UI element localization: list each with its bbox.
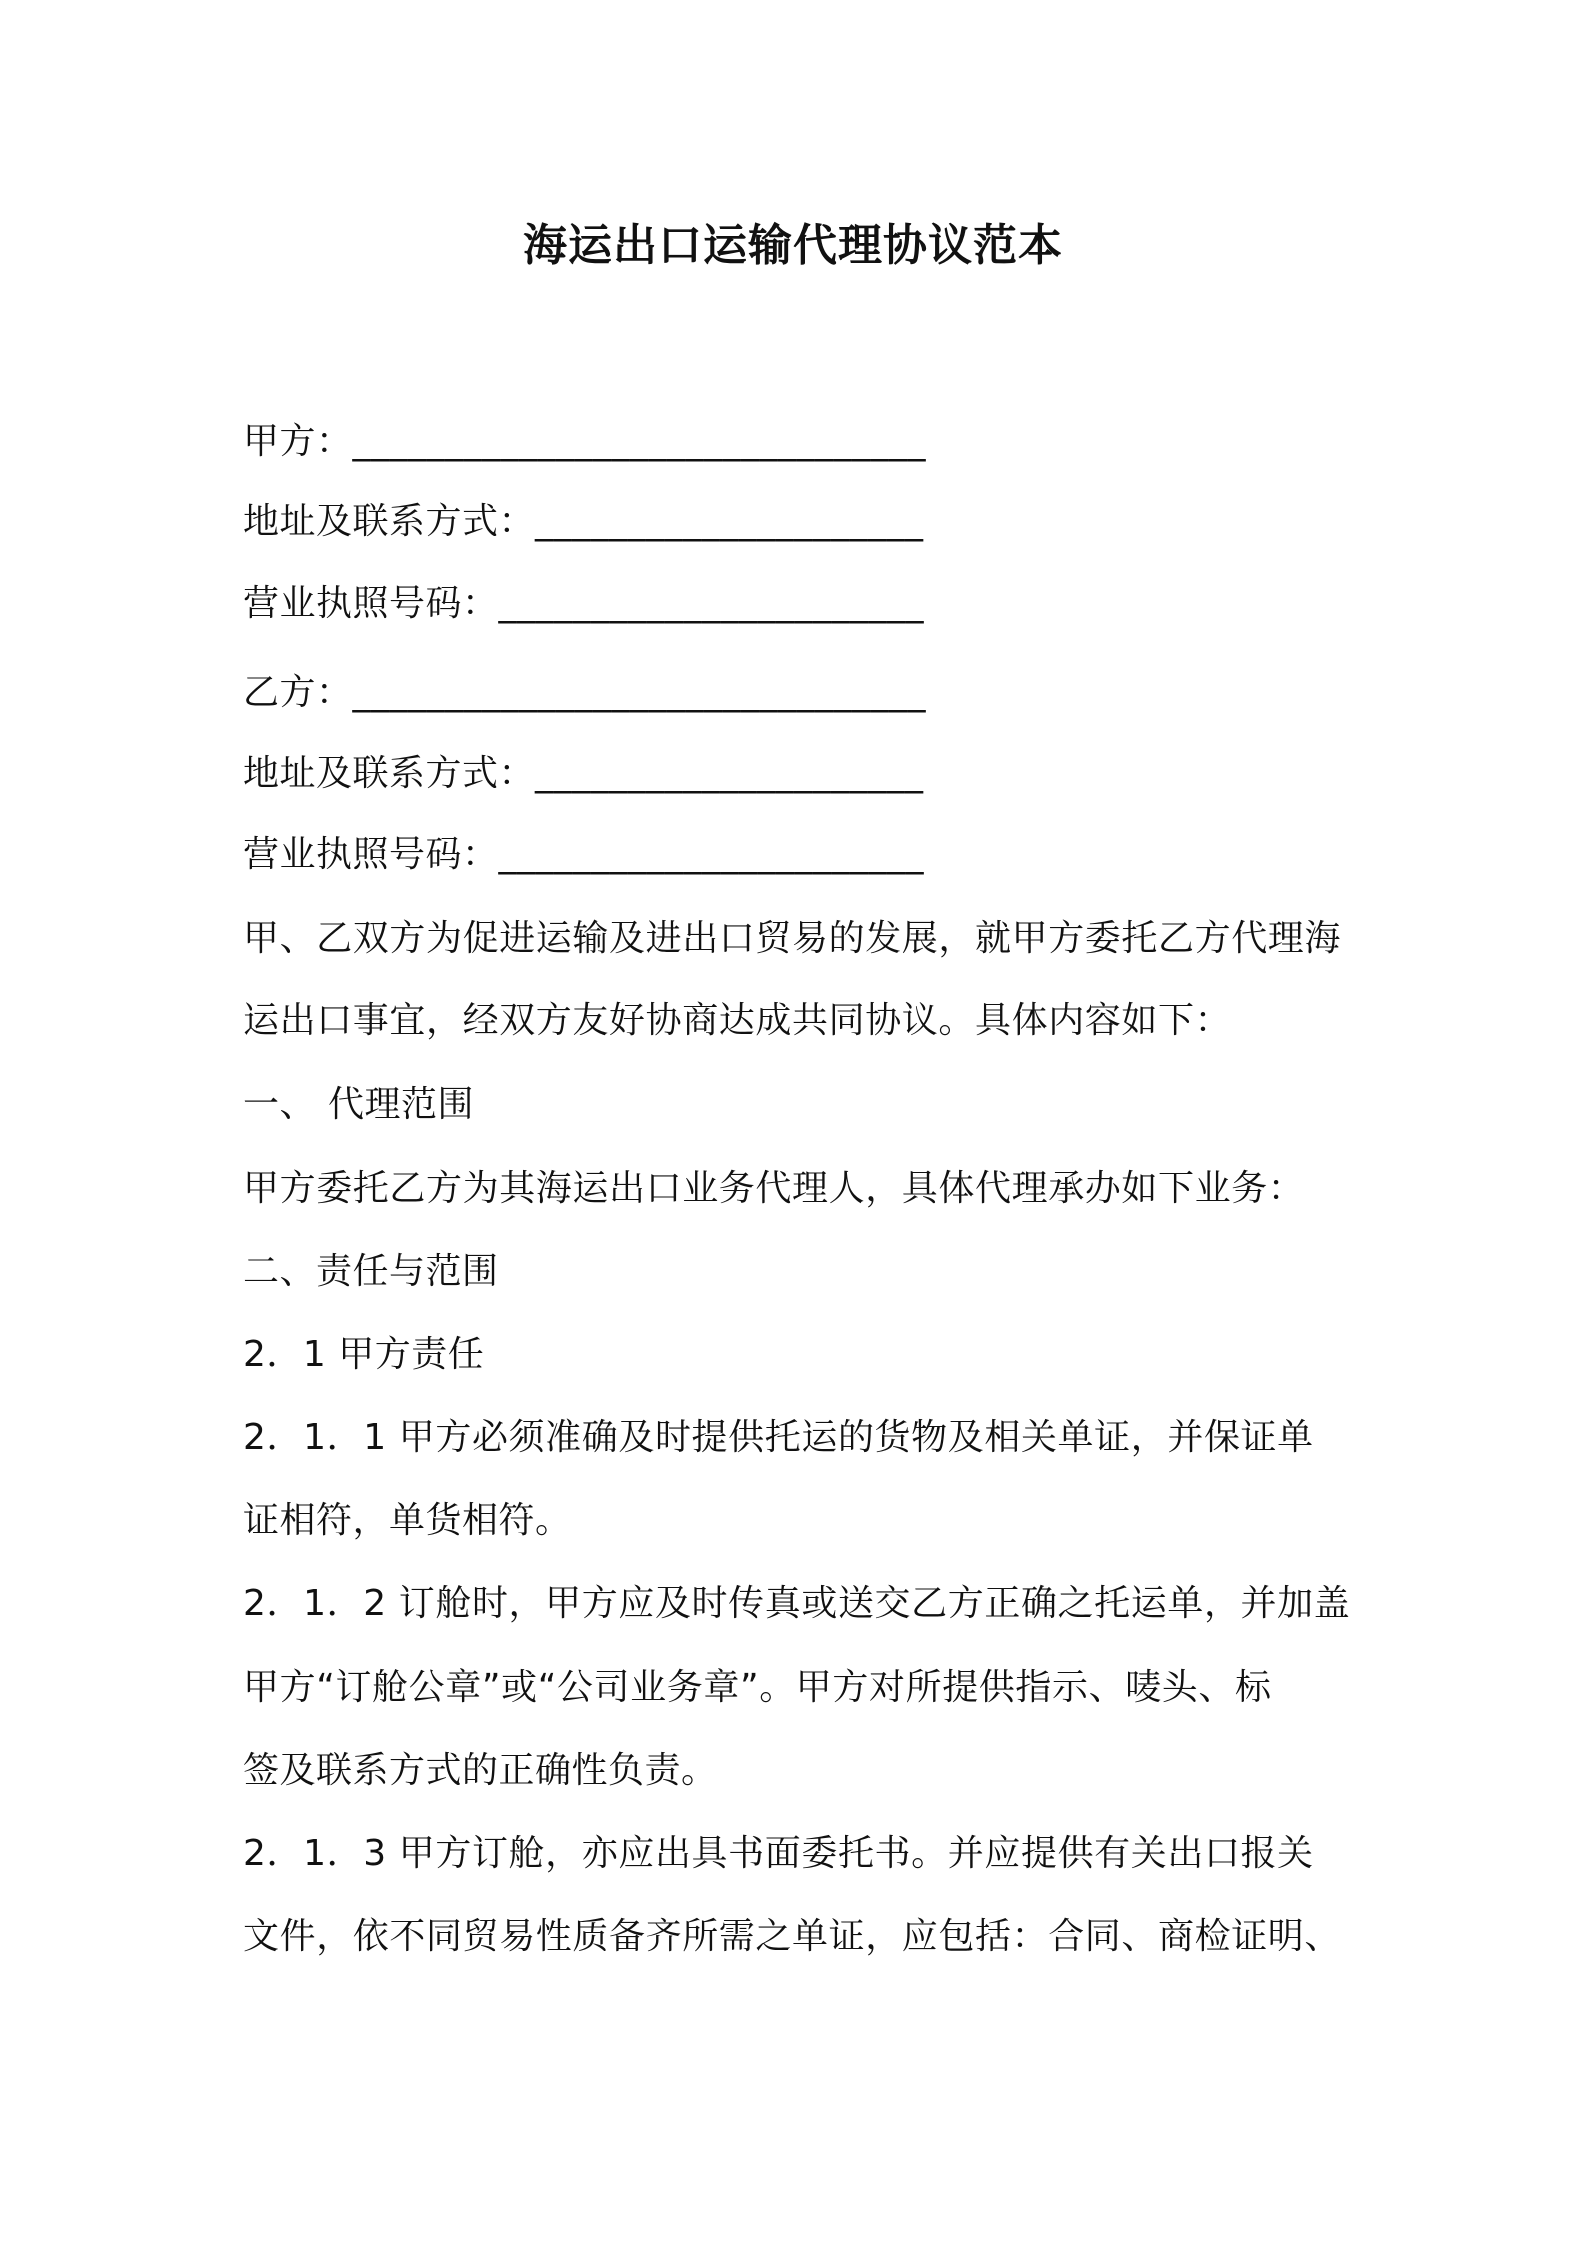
party-b-license-line: 营业执照号码：_______________________ [243, 834, 925, 875]
paragraph-line: 运出口事宜，经双方友好协商达成共同协议。具体内容如下： [243, 1000, 1232, 1041]
clause-line: 证相符，单货相符。 [243, 1500, 572, 1541]
party-a-line: 甲方：_______________________________ [243, 421, 927, 462]
party-a-license-line: 营业执照号码：_______________________ [243, 583, 925, 624]
document-title: 海运出口运输代理协议范本 [523, 220, 1063, 271]
clause-line: 签及联系方式的正确性负责。 [243, 1750, 718, 1791]
subsection-heading: 2．1 甲方责任 [243, 1334, 485, 1375]
section-heading: 一、 代理范围 [243, 1084, 474, 1125]
clause-line: 2．1．2 订舱时，甲方应及时传真或送交乙方正确之托运单，并加盖 [243, 1583, 1351, 1624]
clause-line: 2．1．1 甲方必须准确及时提供托运的货物及相关单证，并保证单 [243, 1417, 1314, 1458]
paragraph-line: 甲方委托乙方为其海运出口业务代理人，具体代理承办如下业务： [243, 1168, 1305, 1209]
section-heading: 二、责任与范围 [243, 1251, 499, 1292]
clause-line: 甲方“订舱公章”或“公司业务章”。甲方对所提供指示、唛头、标 [243, 1667, 1272, 1708]
paragraph-line: 甲、乙双方为促进运输及进出口贸易的发展，就甲方委托乙方代理海 [243, 918, 1342, 959]
party-b-line: 乙方：_______________________________ [243, 672, 927, 713]
party-a-address-line: 地址及联系方式：_____________________ [243, 501, 924, 542]
clause-line: 文件，依不同贸易性质备齐所需之单证，应包括：合同、商检证明、 [243, 1916, 1342, 1957]
party-b-address-line: 地址及联系方式：_____________________ [243, 753, 924, 794]
clause-line: 2．1．3 甲方订舱，亦应出具书面委托书。并应提供有关出口报关 [243, 1833, 1314, 1874]
